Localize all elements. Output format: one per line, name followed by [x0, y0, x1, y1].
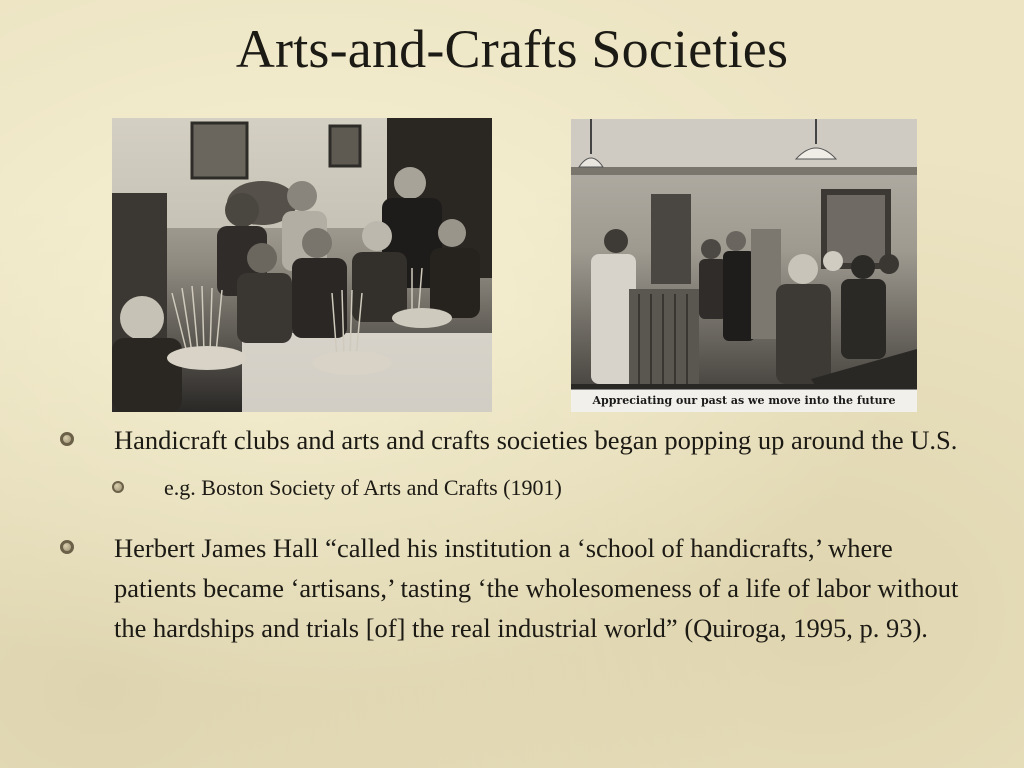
- sub-bullet-item: [60, 472, 980, 504]
- photo-caption: Appreciating our past as we move into the future: [571, 389, 917, 412]
- sub-bullet-icon: [112, 481, 124, 493]
- bullet-item: [60, 420, 980, 460]
- photo-craft-workshop: [571, 119, 917, 412]
- bullet-text: Herbert James Hall “called his institution a ‘school of handicrafts,’ where patients became ‘artisans,’ tasting ‘the wholesomeness of a life of labor without the hardships and trials [of] the real industrial world” (Quiroga, 1995, p. 93).: [114, 533, 959, 643]
- bullet-item: [60, 528, 980, 648]
- bullet-icon: [60, 540, 74, 554]
- bullet-icon: [60, 432, 74, 446]
- slide-title: Arts-and-Crafts Societies: [235, 19, 789, 79]
- bullet-text: Handicraft clubs and arts and crafts societies began popping up around the U.S.: [114, 425, 958, 455]
- sub-bullet-text: e.g. Boston Society of Arts and Crafts (1901): [164, 475, 562, 500]
- photo-women-weaving-baskets: [112, 118, 492, 412]
- bullet-list: [60, 420, 980, 648]
